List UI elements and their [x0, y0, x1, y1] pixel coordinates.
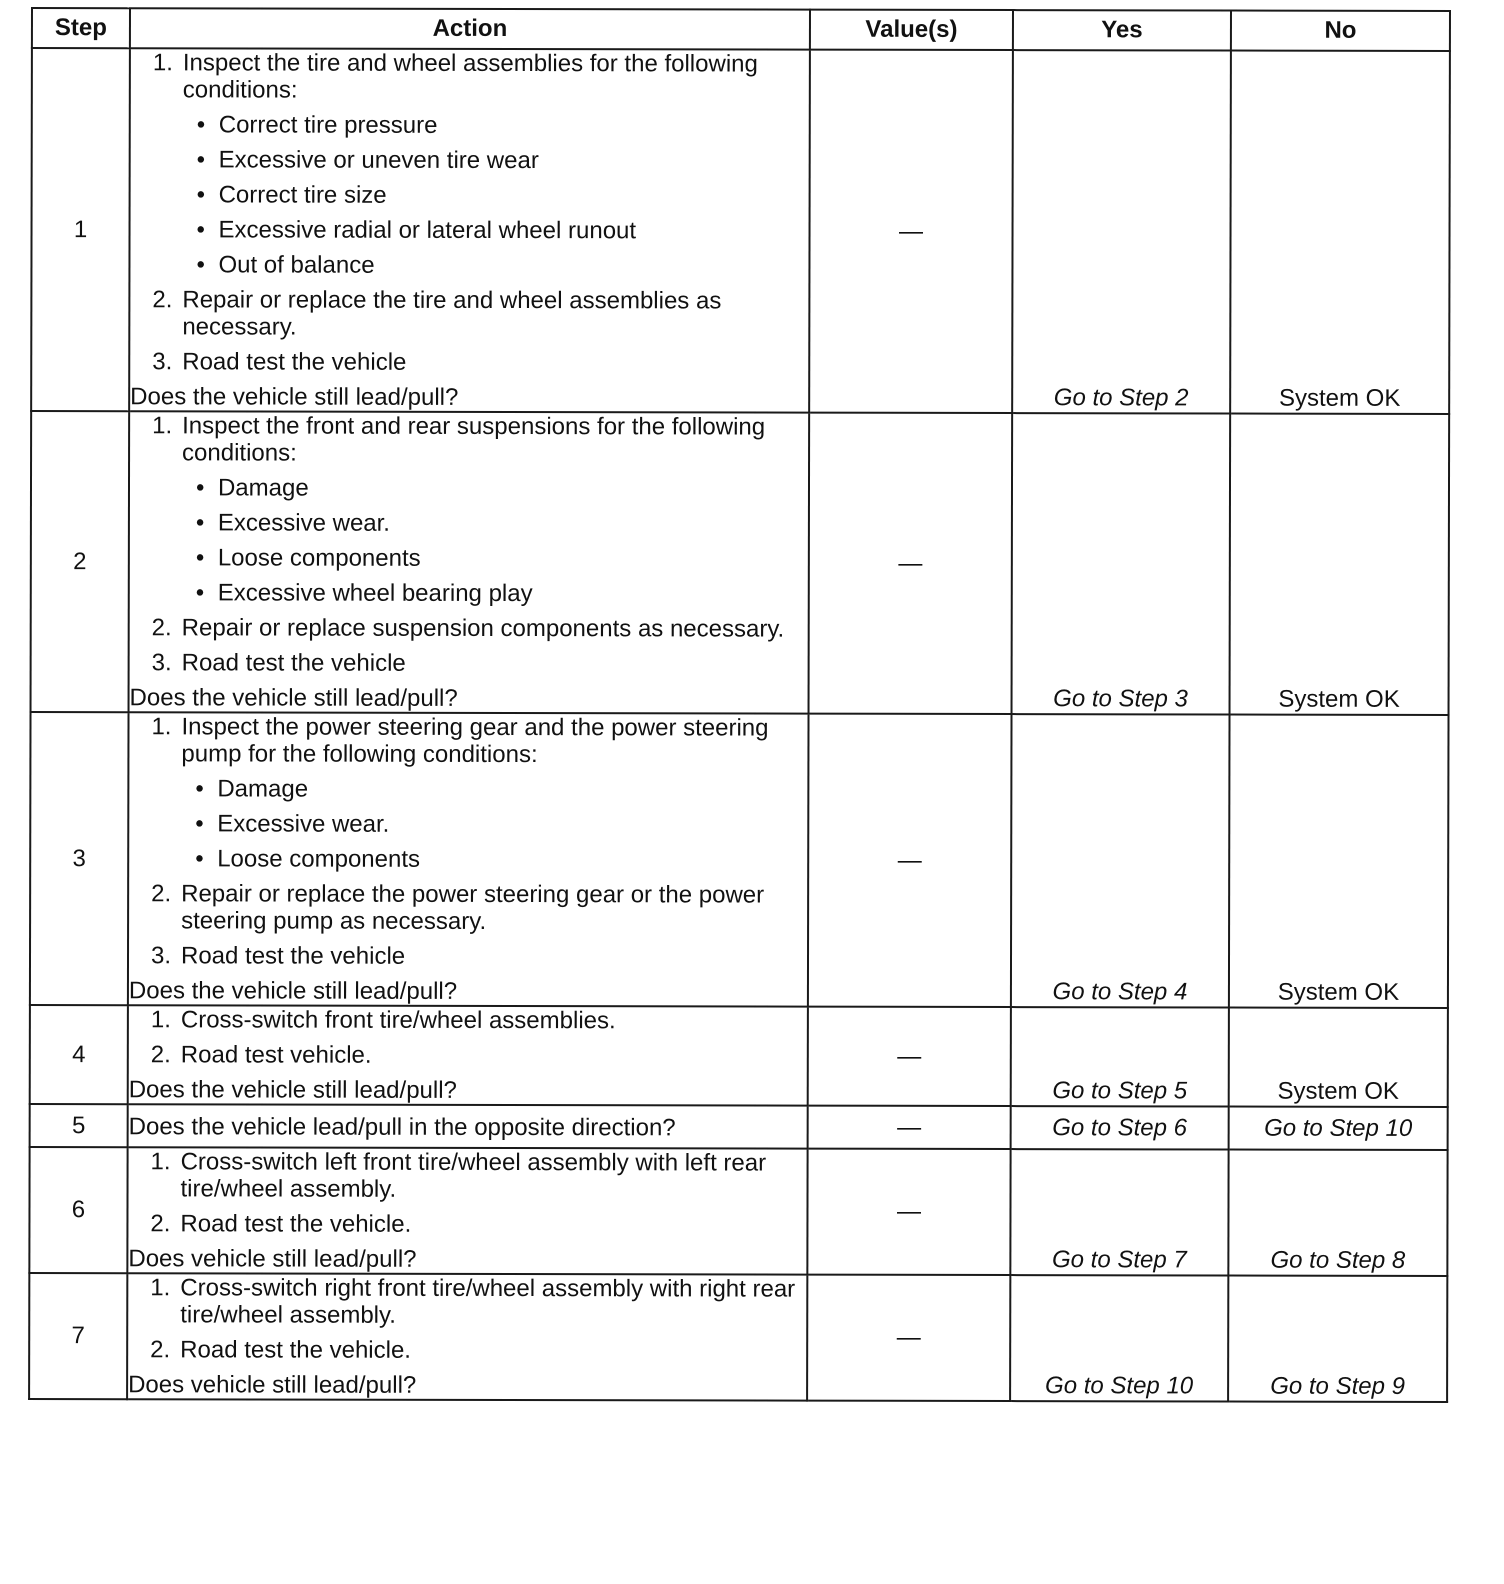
value-cell: — [807, 1149, 1010, 1275]
condition-text: Loose components [217, 544, 421, 572]
action-item-number: 2. [151, 614, 172, 642]
value-cell: — [808, 1007, 1011, 1106]
step-number: 1 [31, 48, 130, 411]
table-row [29, 1273, 1447, 1402]
bullet-dot-icon: • [196, 181, 206, 209]
bullet-dot-icon: • [196, 251, 205, 279]
no-result: Go to Step 8 [1228, 1150, 1447, 1276]
action-cell [128, 712, 809, 1006]
table-row [31, 411, 1450, 715]
action-item [128, 1336, 806, 1364]
action-item [129, 880, 807, 935]
action-item-text: Road test the vehicle. [180, 1210, 412, 1238]
header-step: Step [32, 8, 130, 48]
bullet-dot-icon: • [196, 216, 205, 244]
action-item-number: 3. [152, 348, 173, 376]
condition-bullet [131, 111, 809, 139]
no-result: Go to Step 9 [1228, 1276, 1447, 1402]
no-result: System OK [1230, 51, 1450, 414]
value-cell: — [809, 413, 1013, 714]
action-item-text: Inspect the power steering gear and the power steering pump for the following conditions: [181, 713, 769, 769]
action-item [129, 1006, 807, 1034]
action-item [128, 1274, 806, 1329]
action-item-text: Cross-switch front tire/wheel assemblies. [180, 1006, 616, 1035]
bullet-dot-icon: • [195, 579, 205, 607]
bullet-dot-icon: • [195, 474, 205, 502]
value-cell: — [807, 1275, 1010, 1401]
no-result: Go to Step 10 [1229, 1107, 1448, 1150]
bullet-dot-icon: • [196, 111, 206, 139]
bullet-dot-icon: • [195, 509, 205, 537]
no-result: System OK [1229, 715, 1449, 1008]
action-item [130, 614, 808, 642]
step-number: 4 [30, 1005, 128, 1104]
table-body [29, 48, 1450, 1402]
condition-text: Out of balance [218, 251, 375, 279]
action-item [130, 649, 808, 677]
bullet-dot-icon: • [195, 775, 204, 803]
yes-result: Go to Step 10 [1010, 1275, 1228, 1401]
condition-bullet [129, 810, 807, 838]
action-item-text: Repair or replace the power steering gear or the power steering pump as necessary. [181, 880, 765, 935]
action-item [129, 942, 807, 970]
bullet-dot-icon: • [195, 845, 204, 873]
condition-text: Loose components [217, 845, 421, 873]
step-number: 2 [31, 411, 130, 712]
action-item-number: 1. [150, 1006, 171, 1034]
header-values: Value(s) [810, 10, 1013, 50]
action-item-number: 2. [150, 1210, 171, 1238]
action-item [129, 1041, 807, 1069]
action-item-number: 1. [150, 1148, 171, 1176]
condition-bullet [131, 181, 809, 209]
step-number: 7 [29, 1273, 127, 1399]
table-row [31, 48, 1450, 414]
condition-text: Excessive radial or lateral wheel runout [218, 216, 637, 245]
action-item-text: Road test the vehicle [181, 649, 406, 677]
action-cell [128, 1005, 808, 1105]
bullet-dot-icon: • [196, 146, 206, 174]
header-yes: Yes [1013, 10, 1231, 50]
action-item-number: 2. [152, 286, 173, 314]
value-cell: — [808, 714, 1012, 1007]
action-item-number: 1. [152, 412, 173, 440]
condition-bullet [130, 579, 808, 607]
table-row [30, 712, 1449, 1008]
action-item-number: 1. [150, 1274, 171, 1302]
question-text: Does the vehicle still lead/pull? [128, 1076, 457, 1104]
step-number: 6 [29, 1147, 127, 1273]
value-cell: — [808, 1106, 1011, 1149]
action-cell [127, 1147, 807, 1274]
action-item-text: Inspect the front and rear suspensions for the following conditions: [182, 412, 766, 467]
yes-result: Go to Step 6 [1011, 1106, 1229, 1149]
no-result: System OK [1230, 414, 1450, 715]
action-item [130, 412, 808, 467]
action-item-number: 3. [150, 942, 172, 970]
table-row [29, 1147, 1447, 1276]
bullet-dot-icon: • [195, 810, 204, 838]
table-header [32, 8, 1450, 51]
yes-result: Go to Step 4 [1011, 714, 1230, 1007]
action-cell [127, 1273, 807, 1400]
action-item-text: Repair or replace suspension components as necessary. [181, 614, 785, 643]
condition-text: Excessive wheel bearing play [217, 579, 533, 608]
condition-bullet [131, 216, 809, 244]
action-cell [129, 48, 810, 412]
condition-text: Damage [217, 474, 309, 502]
no-result: System OK [1229, 1008, 1448, 1107]
action-item-text: Cross-switch right front tire/wheel assembly with right rear tire/wheel assembly. [180, 1274, 796, 1329]
step-number: 3 [30, 712, 129, 1005]
action-item-number: 1. [151, 713, 172, 741]
action-item [129, 713, 807, 768]
action-item-number: 2. [151, 880, 172, 908]
action-item-number: 2. [150, 1336, 171, 1364]
question-text: Does the vehicle still lead/pull? [130, 383, 459, 411]
condition-bullet [130, 474, 808, 502]
action-item [131, 49, 809, 104]
question-text: Does the vehicle still lead/pull? [129, 684, 458, 712]
diagnostic-table [28, 7, 1451, 1403]
yes-result: Go to Step 3 [1012, 413, 1231, 714]
action-item-text: Inspect the tire and wheel assemblies for the following conditions: [182, 49, 758, 104]
action-item-text: Cross-switch left front tire/wheel assembly with left rear tire/wheel assembly. [180, 1148, 767, 1203]
action-item-text: Road test the vehicle [180, 942, 406, 970]
condition-bullet [130, 509, 808, 537]
question-text: Does vehicle still lead/pull? [128, 1245, 417, 1273]
action-item-text: Repair or replace the tire and wheel assemblies as necessary. [182, 286, 722, 341]
condition-bullet [130, 544, 808, 572]
action-item-number: 3. [151, 649, 172, 677]
action-item [128, 1210, 806, 1238]
yes-result: Go to Step 5 [1011, 1007, 1229, 1106]
action-item-text: Road test the vehicle [182, 348, 407, 376]
action-cell [129, 411, 810, 713]
condition-bullet [129, 775, 807, 803]
action-item [128, 1148, 806, 1203]
action-cell [128, 1104, 808, 1148]
step-number: 5 [30, 1104, 128, 1147]
header-action: Action [130, 8, 810, 49]
value-cell: — [809, 50, 1013, 413]
question-text: Does the vehicle still lead/pull? [128, 977, 458, 1005]
condition-text: Excessive or uneven tire wear [218, 146, 539, 175]
header-no: No [1231, 11, 1450, 51]
table-row [30, 1005, 1448, 1107]
condition-text: Correct tire size [218, 181, 387, 209]
question-text: Does vehicle still lead/pull? [128, 1371, 417, 1399]
condition-bullet [130, 251, 808, 279]
condition-text: Damage [217, 775, 309, 803]
condition-text: Correct tire pressure [218, 111, 438, 139]
action-item [130, 348, 808, 376]
yes-result: Go to Step 2 [1012, 50, 1231, 413]
condition-bullet [131, 146, 809, 174]
question-text: Does the vehicle lead/pull in the opposite direction? [128, 1113, 676, 1142]
action-item-text: Road test vehicle. [180, 1041, 372, 1069]
action-item-number: 1. [152, 49, 173, 77]
condition-text: Excessive wear. [217, 509, 391, 537]
condition-bullet [129, 845, 807, 873]
condition-text: Excessive wear. [217, 810, 390, 838]
action-item [130, 286, 808, 341]
yes-result: Go to Step 7 [1010, 1149, 1228, 1275]
action-item-text: Road test the vehicle. [180, 1336, 412, 1364]
bullet-dot-icon: • [195, 544, 205, 572]
action-item-number: 2. [150, 1041, 171, 1069]
table-row [30, 1104, 1448, 1150]
